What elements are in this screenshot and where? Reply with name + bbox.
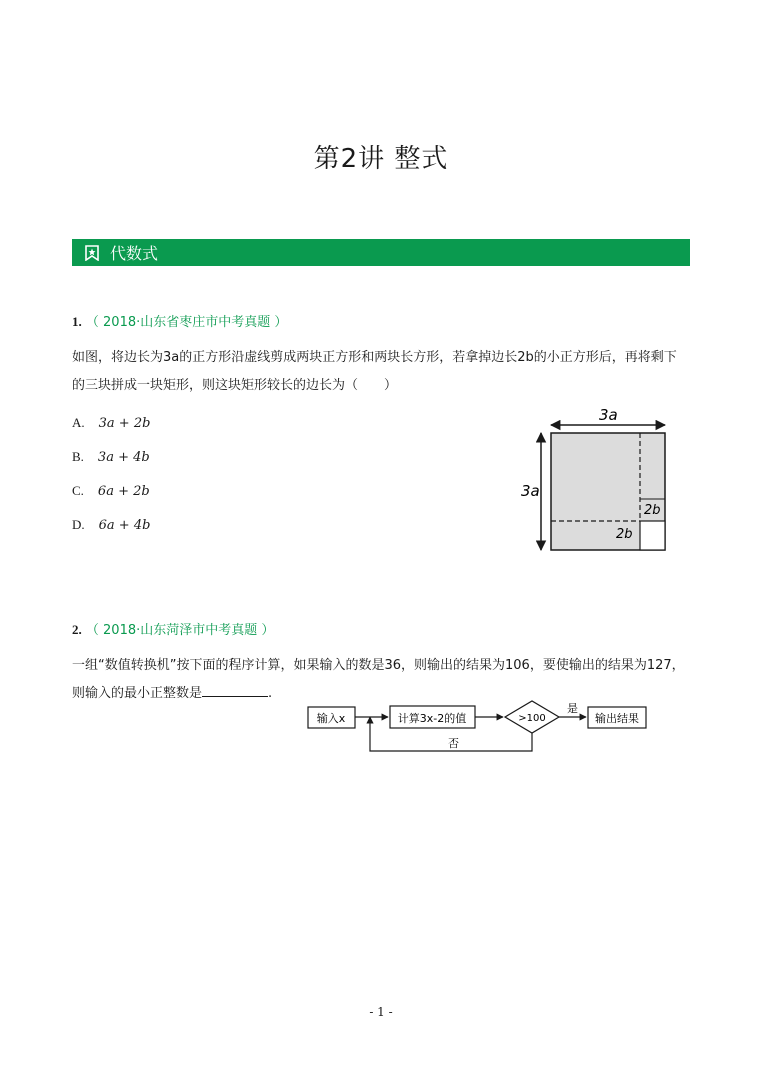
- option-expression: 3a + 4b: [97, 450, 150, 465]
- inner-right-label: 2b: [644, 503, 661, 518]
- input-label: 输入x: [316, 712, 346, 725]
- square-figure: [515, 405, 680, 555]
- page-title: 第2讲 整式: [313, 144, 449, 174]
- question-number: 1.: [72, 314, 82, 329]
- option-label: A.: [72, 415, 85, 430]
- question-1-text: [72, 344, 702, 400]
- option-expression: 3a + 2b: [98, 416, 151, 431]
- section-header: [72, 239, 690, 266]
- top-label: 3a: [599, 406, 618, 424]
- condition-label: >100: [518, 713, 546, 724]
- question-line: 如图，将边长为3a的正方形沿虚线剪成两块正方形和两块长方形，若拿掉边长2b的小正方形后，再将剩下: [72, 350, 677, 365]
- bookmark-star-icon: [84, 245, 100, 261]
- option-c[interactable]: [72, 483, 150, 499]
- compute-label: 计算3x-2的值: [397, 712, 467, 725]
- answer-blank[interactable]: [202, 682, 268, 697]
- option-expression: 6a + 2b: [97, 484, 150, 499]
- question-2-header: [72, 619, 274, 638]
- question-line: 的三块拼成一块矩形，则这块矩形较长的边长为（ ）: [72, 378, 398, 393]
- question-source: （ 2018·山东菏泽市中考真题 ）: [85, 623, 275, 638]
- removed-small-square: [640, 521, 665, 550]
- option-b[interactable]: [72, 449, 150, 465]
- question-number: 2.: [72, 622, 82, 637]
- option-label: D.: [72, 517, 85, 532]
- output-label: 输出结果: [595, 712, 639, 725]
- question-line-suffix: .: [268, 686, 273, 701]
- option-d[interactable]: [72, 517, 150, 533]
- yes-label: 是: [567, 702, 578, 715]
- question-line: 一组“数值转换机”按下面的程序计算，如果输入的数是36，则输出的结果为106，要使输出的结果为127，: [72, 658, 685, 673]
- page-number: - 1 -: [369, 1005, 393, 1019]
- left-label: 3a: [521, 482, 540, 500]
- no-label: 否: [448, 737, 459, 750]
- option-label: C.: [72, 483, 84, 498]
- option-label: B.: [72, 449, 84, 464]
- inner-bottom-label: 2b: [616, 527, 633, 542]
- question-source: （ 2018·山东省枣庄市中考真题 ）: [85, 315, 288, 330]
- option-expression: 6a + 4b: [98, 518, 151, 533]
- flowchart: [300, 695, 660, 757]
- option-a[interactable]: [72, 415, 150, 431]
- section-title: 代数式: [110, 244, 159, 263]
- question-1-header: [72, 311, 287, 330]
- question-line-prefix: 则输入的最小正整数是: [72, 686, 203, 701]
